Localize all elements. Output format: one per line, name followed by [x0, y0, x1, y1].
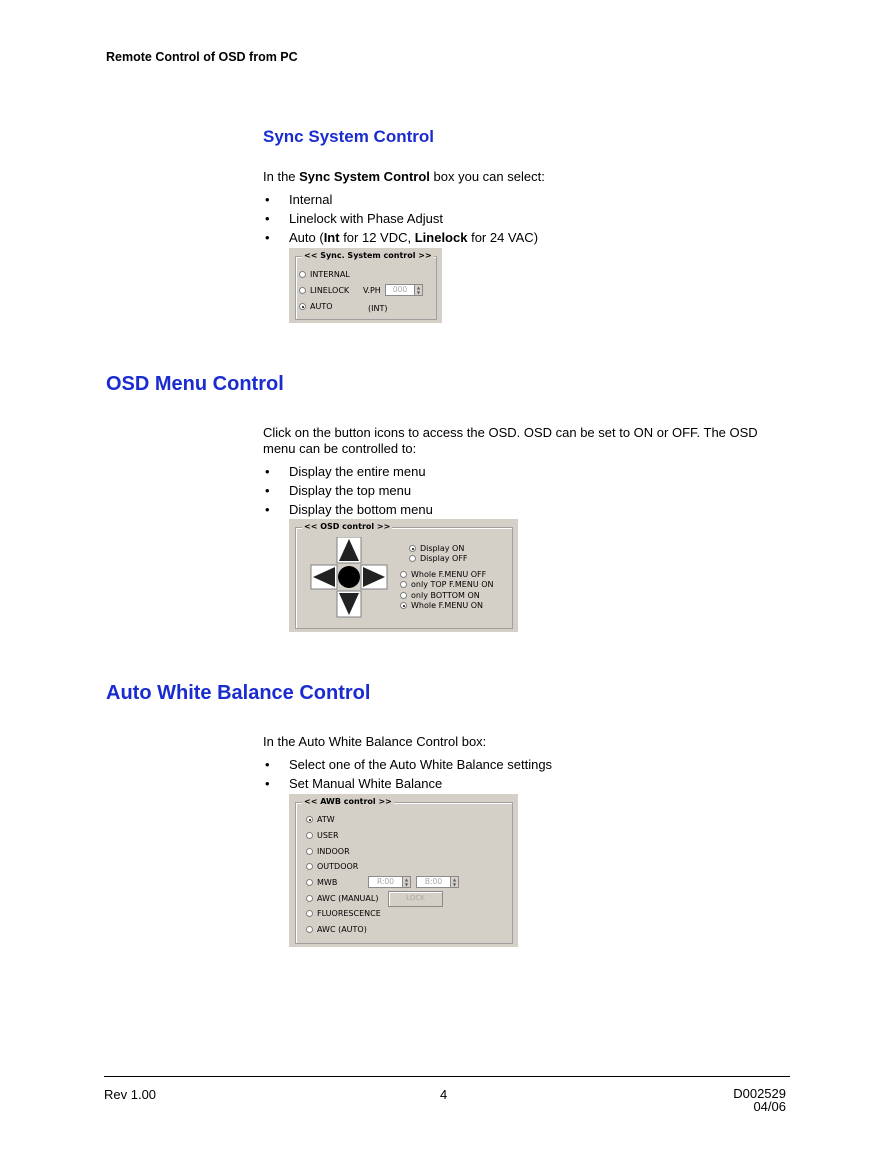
bullet-icon: • — [265, 776, 270, 791]
osd-menu-whole-on[interactable]: Whole F.MENU ON — [400, 600, 483, 611]
footer-divider — [104, 1076, 790, 1077]
radio-button-icon[interactable] — [306, 879, 313, 886]
bullet-icon: • — [265, 230, 270, 245]
radio-button-icon[interactable] — [400, 592, 407, 599]
running-header: Remote Control of OSD from PC — [106, 50, 298, 64]
bullet-icon: • — [265, 483, 270, 498]
radio-button-selected-icon[interactable] — [306, 816, 313, 823]
sync-control-panel — [289, 248, 442, 323]
radio-button-icon[interactable] — [306, 926, 313, 933]
spin-up-icon[interactable]: ▲ — [404, 877, 409, 882]
awb-option-user[interactable]: USER — [306, 830, 339, 841]
list-item: • Display the top menu — [265, 483, 412, 498]
sync-option-linelock[interactable]: LINELOCK — [299, 285, 349, 296]
list-item: • Linelock with Phase Adjust — [265, 211, 443, 226]
awb-lock-button[interactable]: LOCK — [388, 891, 443, 907]
sync-option-internal[interactable]: INTERNAL — [299, 269, 350, 280]
radio-button-selected-icon[interactable] — [299, 303, 306, 310]
center-enter-icon[interactable] — [338, 566, 360, 588]
awb-option-atw[interactable]: ATW — [306, 814, 335, 825]
sync-intro — [263, 169, 545, 185]
awb-r-stepper[interactable] — [368, 876, 411, 888]
spin-down-icon[interactable]: ▼ — [404, 882, 409, 887]
sync-intro-bold: Sync System Control — [299, 169, 430, 184]
bullet-icon: • — [265, 757, 270, 772]
awb-b-stepper[interactable] — [416, 876, 459, 888]
awb-bullet-list — [263, 755, 683, 793]
radio-button-icon[interactable] — [299, 271, 306, 278]
radio-button-icon[interactable] — [400, 571, 407, 578]
sync-intro-suffix: box you can select: — [429, 169, 545, 184]
osd-direction-pad — [309, 537, 391, 619]
list-item: • Select one of the Auto White Balance settings — [265, 757, 553, 772]
osd-group-legend: << OSD control >> — [304, 522, 391, 531]
spin-up-icon[interactable]: ▲ — [416, 285, 421, 290]
osd-menu-whole-off[interactable]: Whole F.MENU OFF — [400, 569, 486, 580]
bullet-icon: • — [265, 464, 270, 479]
footer-doc-id: D002529 — [733, 1086, 786, 1101]
radio-button-icon[interactable] — [299, 287, 306, 294]
awb-option-awc-auto[interactable]: AWC (AUTO) — [306, 924, 367, 935]
spin-up-icon[interactable]: ▲ — [452, 877, 457, 882]
awb-option-awc-manual[interactable]: AWC (MANUAL) — [306, 893, 378, 904]
sync-option-auto[interactable]: AUTO — [299, 301, 333, 312]
osd-intro: Click on the button icons to access the OSD. OSD can be set to ON or OFF. The OSD menu can be controlled to: — [263, 425, 758, 456]
list-item: • Display the entire menu — [265, 464, 426, 479]
footer-date: 04/06 — [753, 1099, 786, 1114]
osd-control-panel — [289, 519, 518, 632]
awb-control-panel — [289, 794, 518, 947]
awb-option-fluorescence[interactable]: FLUORESCENCE — [306, 908, 381, 919]
bullet-icon: • — [265, 211, 270, 226]
radio-button-selected-icon[interactable] — [409, 545, 416, 552]
awb-option-mwb[interactable]: MWB — [306, 877, 337, 888]
vph-label: V.PH — [363, 286, 381, 295]
list-item: • Internal — [265, 192, 333, 207]
radio-button-icon[interactable] — [306, 910, 313, 917]
radio-button-icon[interactable] — [306, 895, 313, 902]
awb-heading: Auto White Balance Control — [106, 682, 371, 704]
spin-down-icon[interactable]: ▼ — [416, 290, 421, 295]
sync-group-legend: << Sync. System control >> — [304, 251, 432, 260]
list-item: • Set Manual White Balance — [265, 776, 443, 791]
radio-button-icon[interactable] — [409, 555, 416, 562]
spin-down-icon[interactable]: ▼ — [452, 882, 457, 887]
auto-status-text: (INT) — [368, 304, 388, 313]
sync-intro-prefix: In the — [263, 169, 300, 184]
sync-heading: Sync System Control — [263, 127, 434, 146]
osd-display-off[interactable]: Display OFF — [409, 553, 468, 564]
vph-stepper[interactable] — [385, 284, 423, 296]
osd-menu-top-on[interactable]: only TOP F.MENU ON — [400, 579, 494, 590]
osd-heading: OSD Menu Control — [106, 373, 284, 395]
radio-button-icon[interactable] — [400, 581, 407, 588]
awb-option-outdoor[interactable]: OUTDOOR — [306, 861, 358, 872]
radio-button-icon[interactable] — [306, 832, 313, 839]
awb-option-indoor[interactable]: INDOOR — [306, 846, 350, 857]
bullet-icon: • — [265, 192, 270, 207]
osd-display-on[interactable]: Display ON — [409, 543, 464, 554]
awb-intro: In the Auto White Balance Control box: — [263, 734, 487, 749]
vph-input[interactable]: 000 — [385, 284, 415, 296]
osd-menu-bottom-on[interactable]: only BOTTOM ON — [400, 590, 480, 601]
awb-r-input[interactable]: R:00 — [368, 876, 403, 888]
awb-b-input[interactable]: B:00 — [416, 876, 451, 888]
footer-page-number: 4 — [440, 1087, 448, 1102]
list-item: • Display the bottom menu — [265, 502, 433, 517]
osd-bullet-list — [263, 462, 683, 519]
footer-doc-info — [733, 1087, 786, 1113]
footer-revision: Rev 1.00 — [104, 1087, 157, 1102]
radio-button-selected-icon[interactable] — [400, 602, 407, 609]
list-item: • Auto (Int for 12 VDC, Linelock for 24 VAC) — [265, 230, 539, 245]
awb-group-legend: << AWB control >> — [304, 797, 392, 806]
radio-button-icon[interactable] — [306, 848, 313, 855]
radio-button-icon[interactable] — [306, 863, 313, 870]
sync-bullet-list — [263, 190, 683, 247]
bullet-icon: • — [265, 502, 270, 517]
